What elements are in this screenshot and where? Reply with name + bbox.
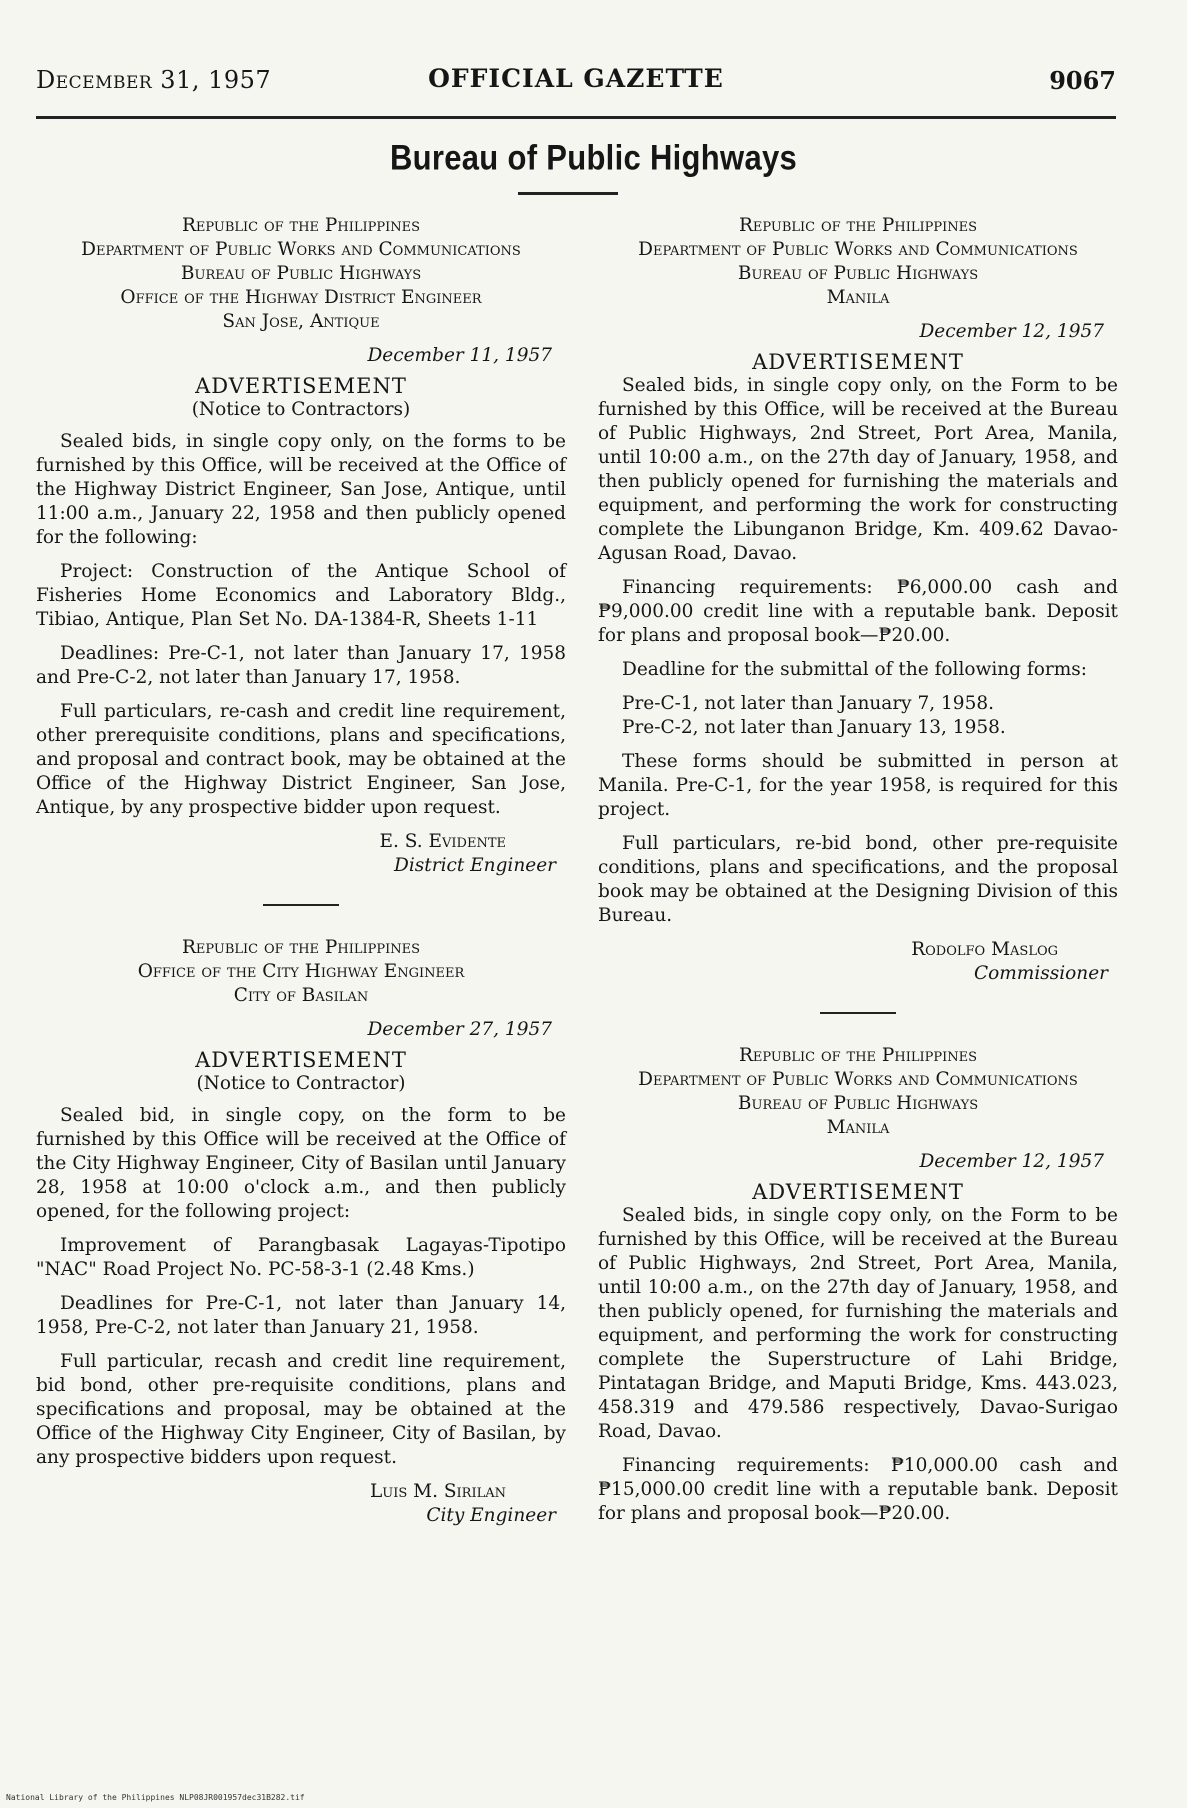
heading-line: City of Basilan <box>233 985 369 1006</box>
notice-heading <box>36 214 566 334</box>
heading-line: Manila <box>826 1117 890 1138</box>
signer-name: E. S. Evidente <box>379 831 506 852</box>
paragraph: Full particulars, re-cash and credit line requirement, other prerequisite conditions, plans and specifications, and proposal and contract book, may be obtained at the Office of the Highway District Engineer, San Jose, Antique, by any prospective bidder upon request. <box>36 701 566 818</box>
paragraph: Sealed bids, in single copy only, on the forms to be furnished by this Office, will be received at the Office of the Highway District Engineer, San Jose, Antique, until 11:00 a.m., January 22, 1958 and then publicly opened for the following: <box>36 431 566 548</box>
signer-title: Commissioner <box>973 963 1108 984</box>
header-date: December 31, 1957 <box>36 66 272 94</box>
heading-line: Republic of the Philippines <box>181 215 421 236</box>
notice-divider <box>820 1012 896 1014</box>
heading-line: Republic of the Philippines <box>738 1045 978 1066</box>
paragraph: Financing requirements: ₱10,000.00 cash and ₱15,000.00 credit line with a reputable bank. Deposit for plans and proposal book—₱20.00. <box>598 1455 1118 1524</box>
notice-divider <box>263 904 339 906</box>
paragraph: Pre-C-2, not later than January 13, 1958. <box>622 717 1006 738</box>
paragraph: Improvement of Parangbasak Lagayas-Tipotipo "NAC" Road Project No. PC-58-3-1 (2.48 Kms.) <box>36 1235 566 1280</box>
heading-line: Republic of the Philippines <box>181 937 421 958</box>
publication-title: OFFICIAL GAZETTE <box>428 64 724 93</box>
heading-line: Manila <box>826 287 890 308</box>
left-column <box>36 214 566 1534</box>
heading-line: Department of Public Works and Communications <box>638 1069 1078 1090</box>
ad-title: ADVERTISEMENT <box>195 1048 407 1072</box>
heading-line: Office of the City Highway Engineer <box>137 961 465 982</box>
paragraph: Deadlines for Pre-C-1, not later than January 14, 1958, Pre-C-2, not later than January 21, 1958. <box>36 1293 566 1338</box>
heading-line: Bureau of Public Highways <box>737 1093 979 1114</box>
page-header <box>36 62 1116 96</box>
right-column <box>598 214 1118 1536</box>
paragraph: Full particular, recash and credit line requirement, bid bond, other pre-requisite conditions, plans and specifications and proposal, may be obtained at the Office of the Highway City Engineer, City of Basilan, by any prospective bidders upon request. <box>36 1351 566 1468</box>
page-number: 9067 <box>1049 66 1116 95</box>
notice-heading <box>36 936 566 1008</box>
section-title: Bureau of Public Highways <box>389 137 798 178</box>
paragraph: Sealed bids, in single copy only, on the Form to be furnished by this Office, will be received at the Bureau of Public Highways, 2nd Street, Port Area, Manila, until 10:00 a.m., on the 27th day of January, 1958, and then publicly opened, for furnishing the materials and equipment, and performing the work for constructing complete the Superstructure of Lahi Bridge, Pintatagan Bridge, and Maputi Bridge, Kms. 443.023, 458.319 and 479.586 respectively, Davao-Surigao Road, Davao. <box>598 1205 1118 1442</box>
notice-basilan <box>36 936 566 1528</box>
paragraph: Deadline for the submittal of the following forms: <box>622 659 1088 680</box>
paragraph: Full particulars, re-bid bond, other pre-requisite conditions, plans and specifications, and the proposal book may be obtained at the Designing Division of this Bureau. <box>598 833 1118 926</box>
ad-subtitle: (Notice to Contractors) <box>191 399 411 420</box>
paragraph: Project: Construction of the Antique School of Fisheries Home Economics and Laboratory Bldg., Tibiao, Antique, Plan Set No. DA-1384-R, Sheets 1-11 <box>36 561 566 630</box>
signer-name: Luis M. Sirilan <box>370 1481 506 1502</box>
header-rule <box>36 116 1116 119</box>
ad-title: ADVERTISEMENT <box>752 350 964 374</box>
notice-heading <box>598 214 1118 310</box>
paragraph: Sealed bids, in single copy only, on the Form to be furnished by this Office, will be received at the Bureau of Public Highways, 2nd Street, Port Area, Manila, until 10:00 a.m., on the 27th day of January, 1958, and then publicly opened for furnishing the materials and equipment, and performing the work for constructing complete the Libunganon Bridge, Km. 409.62 Davao-Agusan Road, Davao. <box>598 375 1118 564</box>
notice-heading <box>598 1044 1118 1140</box>
heading-line: Republic of the Philippines <box>738 215 978 236</box>
paragraph: Sealed bid, in single copy, on the form to be furnished by this Office will be received at the Office of the City Highway Engineer, City of Basilan until January 28, 1958 at 10:00 o'clock a.m., and then publicly opened, for the following project: <box>36 1105 566 1222</box>
notice-antique <box>36 214 566 878</box>
heading-line: Bureau of Public Highways <box>737 263 979 284</box>
notice-date: December 27, 1957 <box>367 1019 552 1040</box>
signer-title: District Engineer <box>394 855 556 876</box>
scan-footer: National Library of the Philippines NLP08JR001957dec31B282.tif <box>6 1793 305 1802</box>
notice-libunganon <box>598 214 1118 986</box>
heading-line: Bureau of Public Highways <box>180 263 422 284</box>
ad-title: ADVERTISEMENT <box>195 374 407 398</box>
heading-line: Department of Public Works and Communications <box>638 239 1078 260</box>
paragraph: Pre-C-1, not later than January 7, 1958. <box>622 693 994 714</box>
heading-line: San Jose, Antique <box>222 311 380 332</box>
heading-line: Department of Public Works and Communications <box>81 239 521 260</box>
section-rule <box>518 192 618 195</box>
paragraph: These forms should be submitted in person at Manila. Pre-C-1, for the year 1958, is required for this project. <box>598 751 1118 820</box>
notice-date: December 11, 1957 <box>367 345 552 366</box>
ad-subtitle: (Notice to Contractor) <box>196 1073 406 1094</box>
heading-line: Office of the Highway District Engineer <box>120 287 482 308</box>
notice-lahi <box>598 1044 1118 1526</box>
paragraph: Financing requirements: ₱6,000.00 cash and ₱9,000.00 credit line with a reputable bank. Deposit for plans and proposal book—₱20.00. <box>598 577 1118 646</box>
ad-title: ADVERTISEMENT <box>752 1180 964 1204</box>
signer-title: City Engineer <box>426 1505 556 1526</box>
signer-name: Rodolfo Maslog <box>911 939 1058 960</box>
notice-date: December 12, 1957 <box>919 321 1104 342</box>
notice-date: December 12, 1957 <box>919 1151 1104 1172</box>
paragraph: Deadlines: Pre-C-1, not later than January 17, 1958 and Pre-C-2, not later than January 17, 1958. <box>36 643 566 688</box>
